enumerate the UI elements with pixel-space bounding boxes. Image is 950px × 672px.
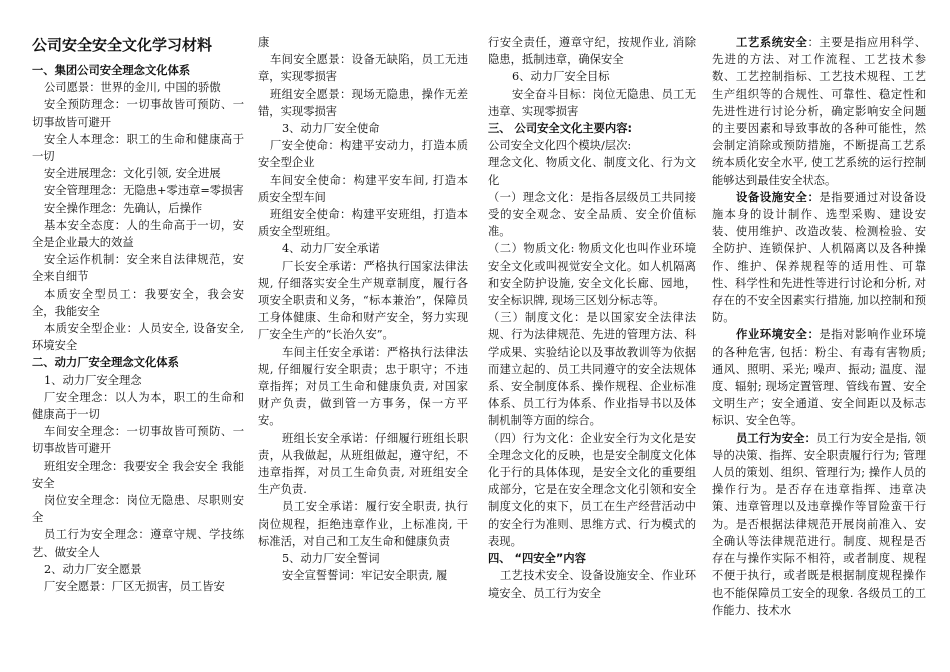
subheading: 2、动力厂安全愿景	[44, 562, 142, 576]
term-label: 工艺系统安全	[736, 36, 808, 49]
paragraph: 本质安全型企业：人员安全, 设备安全, 环境安全	[32, 322, 244, 353]
term-label: 作业环境安全：	[736, 328, 820, 342]
paragraph: 班组安全理念：我要安全 我会安全 我能安全	[32, 459, 244, 490]
paragraph: 行安全责任，遵章守纪，按规作业, 消除隐患，抵制违章，确保安全	[488, 36, 696, 67]
subheading: 3、动力厂安全使命	[282, 122, 380, 136]
paragraph: 厂安全使命：构建平安动力，打造本质安全型企业	[258, 139, 468, 170]
subheading: 1、动力厂安全理念	[44, 373, 142, 387]
paragraph: 理念文化、物质文化、制度文化、行为文化	[488, 156, 696, 187]
paragraph: （二）物质文化: 物质文化也叫作业环境安全文化或叫视觉安全文化。如人机隔离和安全防护设施, 安全文化长廊、园地，安全标识牌, 现场三区划分标志等。	[488, 242, 696, 308]
paragraph: 车间安全愿景：设备无缺陷，员工无违章，实现零损害	[258, 53, 468, 84]
paragraph: 班组长安全承诺：仔细履行班组长职责，从我做起，从班组做起，遵守纪，不违章指挥，对员工生命负责, 对班组安全生产负责.	[258, 431, 468, 497]
paragraph-behavior-safety	[712, 430, 926, 619]
paragraph: 车间主任安全承诺：严格执行法律法规, 仔细履行安全职责；忠于职守；不违章指挥；对员工生命和健康负责, 对国家财产负责，做到管一方事务，保一方平安。	[258, 345, 468, 428]
paragraph: 安全管理理念：无隐患+零违章=零损害	[44, 184, 244, 198]
paragraph: 康	[258, 36, 270, 49]
term-text: 是指对影响作业环境的各种危害, 包括：粉尘、有毒有害物质; 通风、照明、采光; 噪声、振动; 温度、湿度、辐射; 现场定置管理、管线布置、安全文明生产；安全通道、安全间距以及标志标识、安全色等。	[712, 328, 926, 428]
paragraph: 安全宣誓誓词：牢记安全职责, 履	[282, 569, 448, 583]
paragraph: 车间安全使命：构建平安车间, 打造本质安全型车间	[258, 173, 468, 204]
paragraph: 厂安全愿景：厂区无损害，员工皆安	[44, 580, 225, 594]
paragraph: 岗位安全理念：岗位无隐患、尽职则安全	[32, 494, 244, 525]
paragraph: 员工安全承诺：履行安全职责, 执行岗位规程，拒绝违章作业，上标准岗, 干标准活，对自己和工友生命和健康负责	[258, 500, 468, 548]
column-2	[258, 34, 468, 585]
paragraph: 公司安全文化四个模块/层次:	[488, 139, 632, 153]
column-4	[712, 34, 926, 619]
paragraph-environment-safety	[712, 326, 926, 429]
paragraph: 车间安全理念：一切事故皆可预防、一切事故皆可避开	[32, 425, 244, 456]
paragraph: 安全进展理念：文化引领, 安全进展	[44, 167, 221, 181]
paragraph: 班组安全使命：构建平安班组，打造本质安全型班组。	[258, 208, 468, 239]
paragraph: 厂安全理念：以人为本，职工的生命和健康高于一切	[32, 390, 244, 422]
term-text: 员工行为安全是指, 领导的决策、指挥、安全职责履行行为; 管理人员的策划、组织、管理行为; 操作人员的操作行为。是否存在违章指挥、违章决策、违章管理以及违章操作等冒险蛮干行为。是否根据法律规范开展岗前准入、安全确认等法律规范进行。制度、规程是否存在与操作实际不相符，或者制度、规程不便于执行，或者既是根据制度规程操作也不能保障员工安全的现象. 各级员工的工作能力、技术水	[712, 431, 926, 617]
document-title: 公司安全安全文化学习材料	[32, 36, 213, 54]
section-heading-3: 三、 公司安全文化主要内容:	[488, 122, 633, 136]
paragraph: 厂长安全承诺：严格执行国家法律法规, 仔细落实安全生产规章制度，履行各项安全职责和义务，“标本兼治”，保障员工身体健康、生命和财产安全，努力实现厂安全生产的“长治久安”。	[258, 259, 468, 342]
section-heading-2: 二、动力厂安全理念文化体系	[32, 356, 179, 370]
section-heading-4: 四、 “四安全”内容	[488, 552, 586, 566]
paragraph: （三）制度文化：是以国家安全法律法规、行为法律规范、先进的管理方法、科学成果、实验结论以及事故教训等为依据而建立起的、员工共同遵守的安全法规体系、安全制度体系、操作规程、企业标准体系、员工行为体系、作业指导书以及体制机制等方面的综合。	[488, 311, 696, 428]
paragraph-equipment-safety	[712, 189, 926, 327]
subheading: 6、动力厂安全目标	[512, 70, 610, 84]
paragraph: 公司愿景：世界的金川, 中国的骄傲	[44, 81, 221, 95]
section-heading-1: 一、集团公司安全理念文化体系	[32, 64, 191, 77]
paragraph: 工艺技术安全、设备设施安全、作业环境安全、员工行为安全	[488, 569, 696, 600]
paragraph: （四）行为文化：企业安全行为文化是安全理念文化的反映，也是安全制度文化体化于行的具体体现，是安全文化的重要组成部分，它是在安全理念文化引领和安全制度文化的束下，员工在生产经营活动中的安全行为准则、思维方式、行为模式的表现。	[488, 431, 696, 548]
term-text: ：主要是指应用科学、先进的方法、对工作流程、工艺技术参数、工艺控制指标、工艺技术规程、工艺生产组织等的合规性、可靠性、稳定性和先进性进行讨论分析，确定影响安全问题的主要因素和导致事故的各种可能性，然会制定消除或预防措施，不断提高工艺系统本质化安全水平, 使工艺系统的运行控制能够达到最佳安全状态。	[712, 36, 926, 187]
paragraph: 安全运作机制：安全来自法律规范，安全来自细节	[32, 253, 244, 284]
term-label: 员工行为安全：	[736, 431, 816, 445]
paragraph: （一）理念文化：是指各层级员工共同接受的安全观念、安全品质、安全价值标准。	[488, 190, 696, 239]
column-1	[32, 34, 244, 595]
term-text: 是指要通过对设备设施本身的设计制作、选型采购、建设安装、使用维护、改造改装、检测检验、安全防护、连锁保护、人机隔离以及各种操作、维护、保养规程等的适用性、可靠性、科学性和先进性等进行讨论和分析, 对存在的不安全因素实行措施, 加以控制和预防。	[712, 190, 926, 325]
column-3	[488, 34, 696, 602]
paragraph: 安全人本理念：职工的生命和健康高于一切	[32, 132, 244, 164]
paragraph: 本质安全型员工：我要安全，我会安全，我能安全	[32, 287, 244, 318]
paragraph: 基本安全态度：人的生命高于一切，安全是企业最大的效益	[32, 218, 244, 250]
paragraph: 安全预防理念：一切事故皆可预防、一切事故皆可避开	[32, 98, 244, 129]
paragraph: 班组安全愿景：现场无隐患，操作无差错，实现零损害	[258, 87, 468, 118]
subheading: 5、动力厂安全誓词	[282, 552, 380, 566]
paragraph-process-safety	[712, 34, 926, 189]
subheading: 4、动力厂安全承诺	[282, 242, 380, 256]
paragraph: 安全奋斗目标：岗位无隐患、员工无违章、实现零损害	[488, 87, 696, 118]
term-label: 设备设施安全：	[736, 190, 820, 204]
paragraph: 安全操作理念：先确认，后操作	[44, 201, 203, 215]
paragraph: 员工行为安全理念：遵章守规、学技练艺、做安全人	[32, 528, 244, 559]
